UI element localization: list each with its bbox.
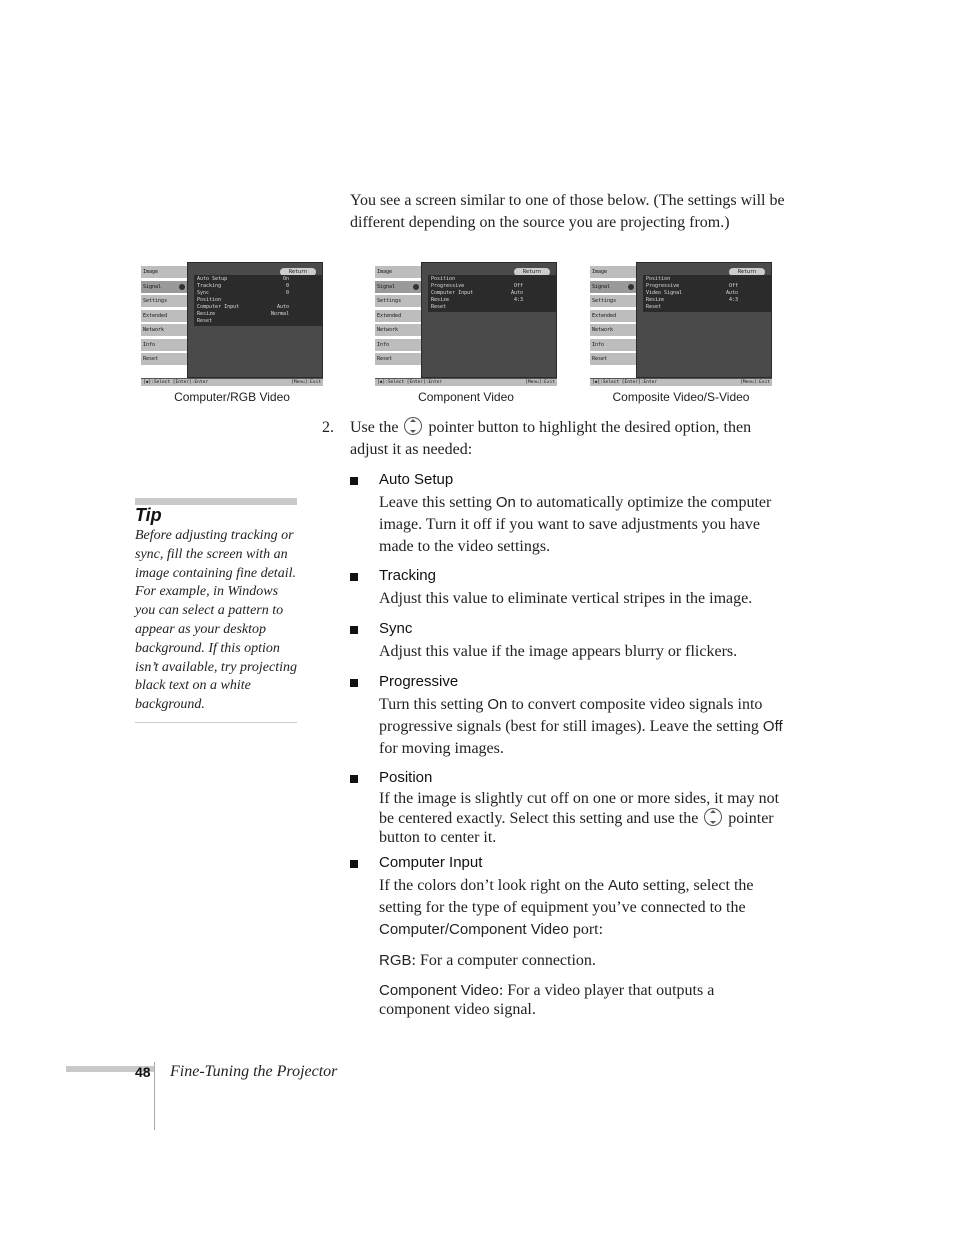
menu-screenshot-component bbox=[375, 262, 557, 386]
option-rgb: RGB: For a computer connection. bbox=[379, 952, 596, 969]
screenshot-menu-item: Settings bbox=[590, 295, 636, 307]
screenshot-menu-item: Network bbox=[590, 324, 636, 336]
port-name: Computer/Component Video bbox=[379, 921, 569, 938]
option-component-video-label: Component Video bbox=[379, 982, 499, 999]
submenu-row: Video Signal Auto bbox=[646, 290, 738, 296]
item-title-sync: Sync bbox=[379, 620, 413, 637]
pointer-button-icon bbox=[704, 808, 722, 826]
item-body-sync: Adjust this value if the image appears blurry or flickers. bbox=[379, 643, 738, 660]
submenu-row: Progressive Off bbox=[646, 283, 738, 289]
screenshot-menu-item: Signal bbox=[141, 281, 187, 293]
bullet-icon bbox=[350, 573, 358, 581]
item-body-position: If the image is slightly cut off on one or more sides, it may not be centered exactly. Select this setting and use the pointer button to center it. bbox=[379, 790, 780, 846]
bullet-icon bbox=[350, 860, 358, 868]
tip-text: Before adjusting tracking or sync, fill the screen with an image containing fine detail. For example, in Windows you can select a pattern to appear as your desktop background. If this option isn’t available, try projecting black text on a white background. bbox=[135, 528, 298, 713]
screenshot-submenu bbox=[428, 275, 556, 312]
screenshot-submenu bbox=[194, 275, 322, 326]
screenshot-return: Return bbox=[514, 268, 550, 276]
bullet-icon bbox=[350, 626, 358, 634]
option-component-video: Component Video: For a video player that outputs a component video signal. bbox=[379, 982, 715, 1018]
submenu-row: Computer Input Auto bbox=[431, 290, 523, 296]
submenu-row: Position bbox=[646, 276, 671, 282]
screenshot-panel bbox=[636, 262, 772, 378]
screenshot-menu-item: Image bbox=[141, 266, 187, 278]
caption-component: Component Video bbox=[418, 390, 514, 404]
submenu-row: Computer Input Auto bbox=[197, 304, 289, 310]
bullet-icon bbox=[350, 679, 358, 687]
step-text-start: Use the bbox=[350, 419, 399, 436]
bullet-icon bbox=[350, 775, 358, 783]
option-rgb-label: RGB bbox=[379, 952, 412, 969]
enter-icon bbox=[179, 284, 185, 290]
page-number: 48 bbox=[135, 1064, 151, 1080]
step-text-end: pointer button to highlight the desired option, then adjust it as needed: bbox=[350, 419, 752, 458]
setting-value-auto: Auto bbox=[608, 877, 639, 894]
tip-divider bbox=[135, 722, 297, 723]
submenu-row: Resize Normal bbox=[197, 311, 289, 317]
screenshot-status-bar: [◆]:Select [Enter]:Enter [Menu]:Exit bbox=[377, 380, 555, 385]
screenshot-menu-item: Info bbox=[590, 339, 636, 351]
setting-value-off: Off bbox=[762, 718, 783, 735]
caption-composite: Composite Video/S-Video bbox=[612, 390, 750, 404]
item-title-auto-setup: Auto Setup bbox=[379, 471, 454, 488]
enter-icon bbox=[628, 284, 634, 290]
setting-value-on: On bbox=[495, 494, 516, 511]
screenshot-menu-item: Extended bbox=[590, 310, 636, 322]
screenshot-menu-item: Image bbox=[590, 266, 636, 278]
submenu-row: Reset bbox=[646, 304, 662, 310]
screenshot-menu bbox=[375, 266, 421, 368]
submenu-row: Reset bbox=[197, 318, 213, 324]
screenshot-menu-item: Signal bbox=[375, 281, 421, 293]
screenshot-menu-item: Reset bbox=[590, 353, 636, 365]
footer-divider bbox=[154, 1062, 155, 1130]
footer-title: Fine-Tuning the Projector bbox=[170, 1063, 338, 1080]
item-title-position: Position bbox=[379, 769, 433, 786]
screenshot-submenu bbox=[643, 275, 771, 312]
item-body-progressive: Turn this setting On to convert composite video signals into progressive signals (best for still images). Leave the setting Off for moving images. bbox=[379, 696, 783, 757]
screenshot-menu-item: Settings bbox=[141, 295, 187, 307]
screenshot-return: Return bbox=[729, 268, 765, 276]
setting-value-on: On bbox=[487, 696, 508, 713]
item-body-computer-input: If the colors don’t look right on the Auto setting, select the setting for the type of equipment you’ve connected to the Computer/Component Video port: bbox=[379, 877, 754, 938]
submenu-row: Tracking 0 bbox=[197, 283, 289, 289]
submenu-row: Reset bbox=[431, 304, 447, 310]
submenu-row: Resize 4:3 bbox=[431, 297, 523, 303]
pointer-button-icon bbox=[404, 417, 422, 435]
screenshot-menu-item: Extended bbox=[141, 310, 187, 322]
bullet-icon bbox=[350, 477, 358, 485]
step-number: 2. bbox=[322, 419, 334, 436]
step-text bbox=[350, 417, 790, 461]
screenshot-menu-item: Image bbox=[375, 266, 421, 278]
tip-heading: Tip bbox=[135, 505, 162, 525]
submenu-row: Sync 0 bbox=[197, 290, 289, 296]
menu-screenshot-composite bbox=[590, 262, 772, 386]
caption-computer-rgb: Computer/RGB Video bbox=[174, 390, 290, 404]
menu-screenshot-computer-rgb bbox=[141, 262, 323, 386]
screenshot-menu-item: Settings bbox=[375, 295, 421, 307]
item-title-computer-input: Computer Input bbox=[379, 854, 483, 871]
tip-bar bbox=[135, 498, 297, 505]
screenshot-menu-item: Reset bbox=[141, 353, 187, 365]
screenshot-menu-item: Info bbox=[141, 339, 187, 351]
item-title-progressive: Progressive bbox=[379, 673, 459, 690]
submenu-row: Auto Setup On bbox=[197, 276, 289, 282]
submenu-row: Progressive Off bbox=[431, 283, 523, 289]
screenshot-menu-item: Signal bbox=[590, 281, 636, 293]
screenshot-status-bar: [◆]:Select [Enter]:Enter [Menu]:Exit bbox=[592, 380, 770, 385]
intro-paragraph: You see a screen similar to one of those below. (The settings will be different depending on the source you are projecting from.) bbox=[350, 192, 785, 231]
screenshot-menu-item: Network bbox=[141, 324, 187, 336]
screenshot-menu bbox=[141, 266, 187, 368]
submenu-row: Resize 4:3 bbox=[646, 297, 738, 303]
submenu-row: Position bbox=[431, 276, 456, 282]
screenshot-menu bbox=[590, 266, 636, 368]
screenshot-status-bar: [◆]:Select [Enter]:Enter [Menu]:Exit bbox=[143, 380, 321, 385]
item-title-tracking: Tracking bbox=[379, 567, 436, 584]
screenshot-menu-item: Network bbox=[375, 324, 421, 336]
screenshot-panel bbox=[421, 262, 557, 378]
screenshot-panel bbox=[187, 262, 323, 378]
screenshot-return: Return bbox=[280, 268, 316, 276]
screenshot-menu-item: Extended bbox=[375, 310, 421, 322]
screenshot-menu-item: Info bbox=[375, 339, 421, 351]
enter-icon bbox=[413, 284, 419, 290]
submenu-row: Position bbox=[197, 297, 222, 303]
item-body-auto-setup: Leave this setting On to automatically optimize the computer image. Turn it off if you want to save adjustments you have made to the video settings. bbox=[379, 494, 772, 555]
screenshot-menu-item: Reset bbox=[375, 353, 421, 365]
item-body-tracking: Adjust this value to eliminate vertical stripes in the image. bbox=[379, 590, 753, 607]
